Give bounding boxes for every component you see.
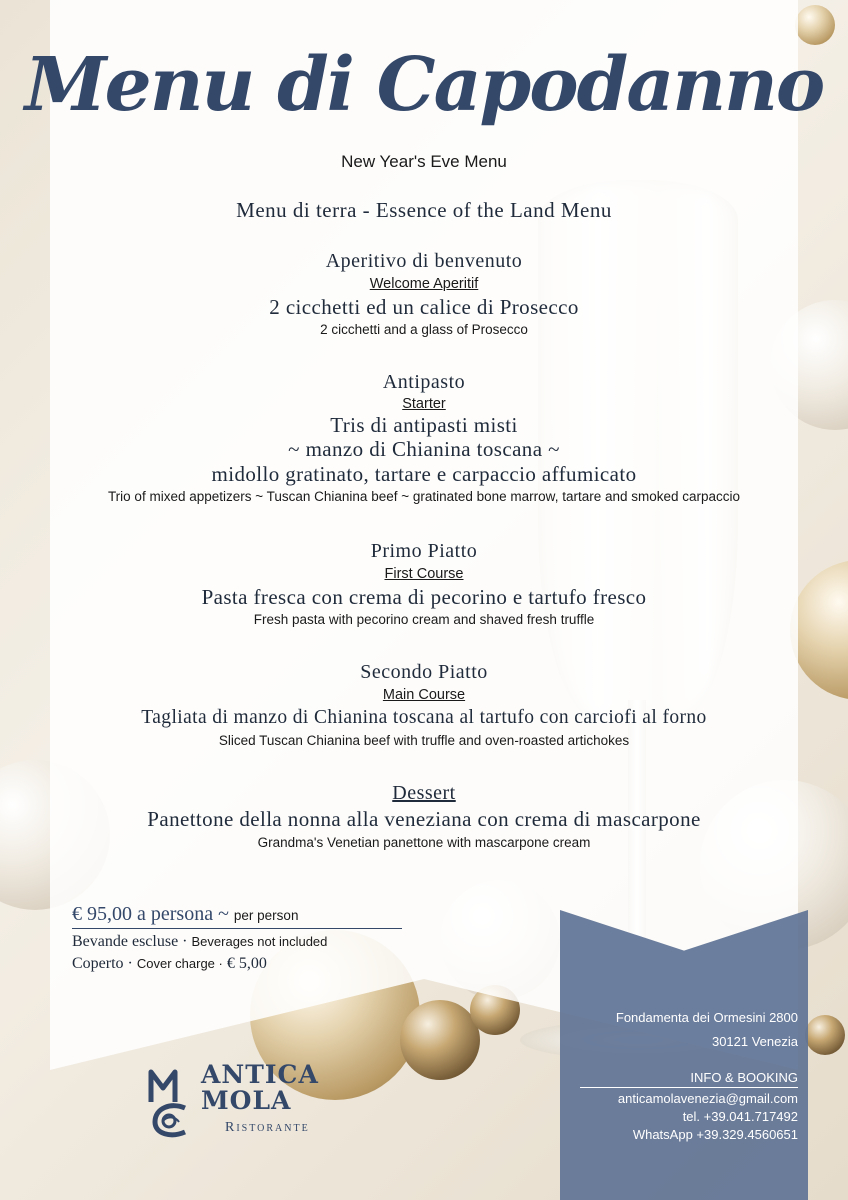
section-subtitle-en: Welcome Aperitif bbox=[369, 276, 479, 292]
dish-name: Pasta fresca con crema di pecorino e tartufo fresco bbox=[201, 585, 647, 609]
section-title: Primo Piatto bbox=[370, 540, 478, 562]
dish-name: Tris di antipasti misti bbox=[330, 413, 518, 437]
bauble-decoration bbox=[795, 5, 835, 45]
menu-section-dessert bbox=[50, 780, 798, 854]
contact-panel bbox=[560, 910, 808, 1200]
menu-section-secondo bbox=[50, 659, 798, 751]
cover-en: Cover charge · bbox=[136, 956, 223, 971]
cover-it: Coperto · bbox=[72, 955, 133, 972]
divider bbox=[580, 1087, 798, 1088]
section-title: Aperitivo di benvenuto bbox=[325, 250, 523, 272]
dish-name: 2 cicchetti ed un calice di Prosecco bbox=[269, 295, 579, 319]
menu-type: Menu di terra - Essence of the Land Menu bbox=[236, 198, 612, 222]
contact-email[interactable]: anticamolavenezia@gmail.com bbox=[617, 1091, 798, 1106]
restaurant-logo bbox=[145, 1058, 345, 1142]
section-title: Secondo Piatto bbox=[360, 661, 488, 683]
bauble-decoration bbox=[400, 1000, 480, 1080]
cover-amount: € 5,00 bbox=[226, 955, 267, 972]
section-subtitle-en: First Course bbox=[384, 566, 464, 582]
dish-description-en: 2 cicchetti and a glass of Prosecco bbox=[320, 322, 528, 337]
price-line bbox=[72, 903, 402, 929]
dish-description-en: Trio of mixed appetizers ~ Tuscan Chianina beef ~ gratinated bone marrow, tartare and smoked carpaccio bbox=[107, 489, 741, 504]
logo-name-line2: MOLA bbox=[201, 1086, 292, 1115]
logo-name-line1: ANTICA bbox=[201, 1060, 319, 1089]
dish-description-en: Sliced Tuscan Chianina beef with truffle and oven-roasted artichokes bbox=[218, 733, 630, 748]
dish-name: Tagliata di manzo di Chianina toscana al tartufo con carciofi al forno bbox=[141, 707, 707, 728]
menu-section-primo bbox=[50, 538, 798, 630]
section-subtitle-en: Main Course bbox=[382, 687, 466, 703]
beverages-note bbox=[72, 933, 402, 951]
contact-whatsapp[interactable]: WhatsApp +39.329.4560651 bbox=[632, 1127, 798, 1142]
menu-title: Menu di Capodanno bbox=[24, 42, 824, 128]
logo-subtitle: Ristorante bbox=[225, 1120, 310, 1135]
menu-section-antipasto bbox=[50, 369, 798, 507]
price-amount: € 95,00 a persona ~ bbox=[72, 903, 229, 925]
section-subtitle-en: Starter bbox=[402, 396, 446, 412]
dish-name: ~ manzo di Chianina toscana ~ bbox=[288, 437, 560, 461]
bauble-decoration bbox=[790, 560, 848, 700]
cover-charge-note bbox=[72, 955, 402, 973]
dish-description-en: Fresh pasta with pecorino cream and shaved fresh truffle bbox=[253, 612, 595, 627]
section-title: Dessert bbox=[392, 782, 456, 804]
bauble-decoration bbox=[805, 1015, 845, 1055]
section-title: Antipasto bbox=[382, 371, 466, 393]
address-city: 30121 Venezia bbox=[711, 1034, 798, 1049]
info-booking-heading: INFO & BOOKING bbox=[690, 1070, 798, 1085]
menu-subtitle-block bbox=[50, 152, 798, 172]
dish-description-en: Grandma's Venetian panettone with mascarpone cream bbox=[257, 835, 591, 850]
dish-name: midollo gratinato, tartare e carpaccio affumicato bbox=[211, 462, 637, 486]
contact-phone[interactable]: tel. +39.041.717492 bbox=[682, 1109, 798, 1124]
beverages-en: Beverages not included bbox=[191, 934, 328, 949]
mill-logo-icon bbox=[145, 1062, 197, 1140]
menu-subtitle: New Year's Eve Menu bbox=[341, 152, 507, 171]
logo-name bbox=[201, 1062, 319, 1114]
beverages-it: Bevande escluse · bbox=[72, 933, 188, 950]
menu-section-aperitivo bbox=[50, 248, 798, 340]
dish-name: Panettone della nonna alla veneziana con crema di mascarpone bbox=[147, 807, 701, 831]
price-block bbox=[72, 903, 402, 973]
address-street: Fondamenta dei Ormesini 2800 bbox=[615, 1010, 798, 1025]
menu-type-block bbox=[50, 198, 798, 223]
price-per-person-en: per person bbox=[233, 908, 299, 923]
